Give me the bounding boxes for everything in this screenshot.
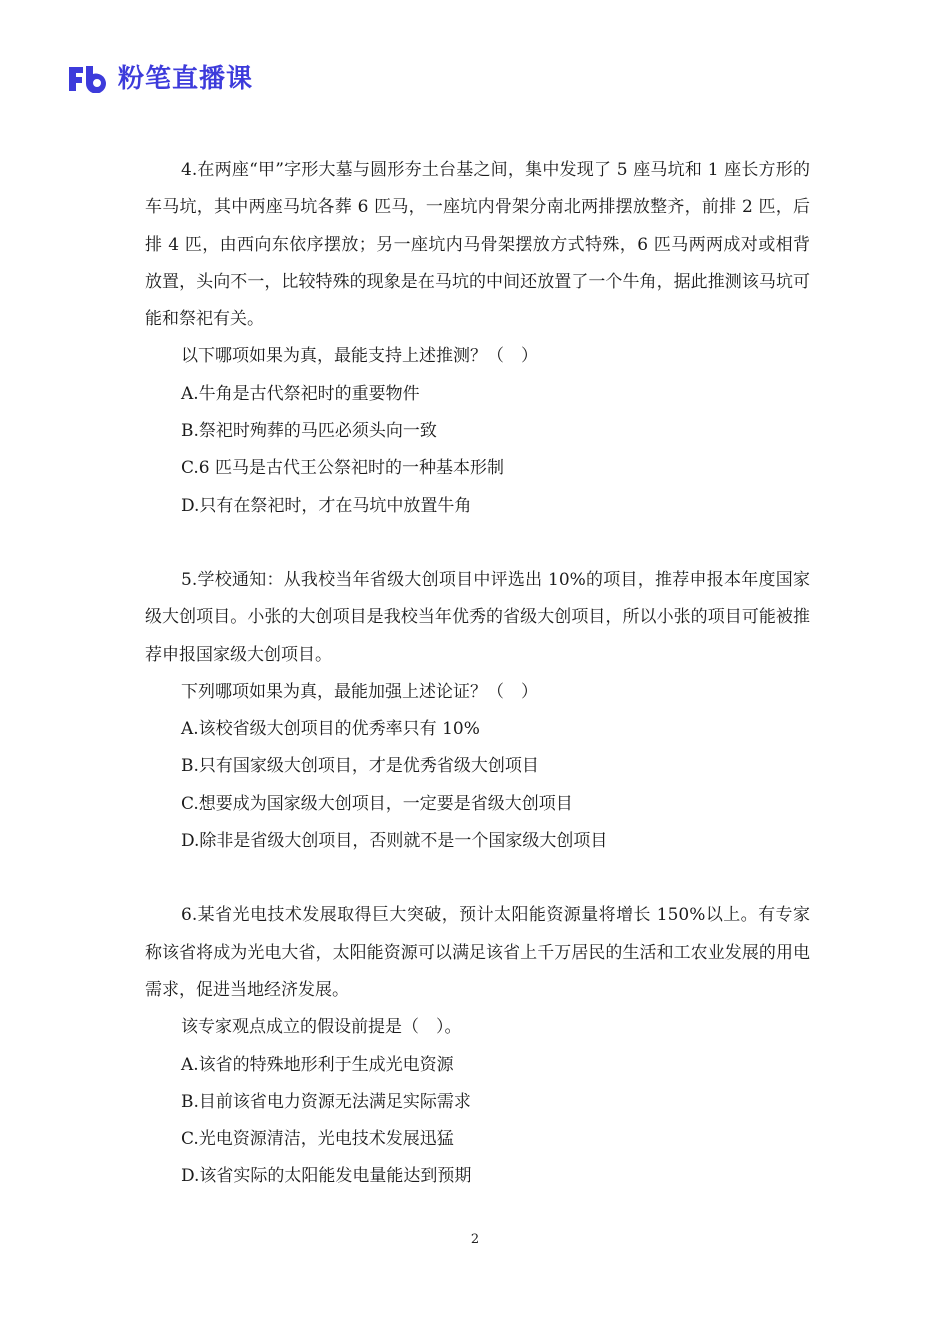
option-d: D.除非是省级大创项目，否则就不是一个国家级大创项目 [181, 831, 608, 852]
question-prompt: 下列哪项如果为真，最能加强上述论证？（ ） [181, 681, 538, 702]
question-prompt: 该专家观点成立的假设前提是（ ）。 [181, 1017, 462, 1038]
brand-name: 粉笔直播课 [118, 64, 254, 94]
document-body [145, 152, 810, 1196]
fb-logo-icon [68, 65, 112, 93]
option-c: C.6 匹马是古代王公祭祀时的一种基本形制 [181, 458, 505, 479]
spacer [145, 860, 810, 897]
option-c: C.光电资源清洁，光电技术发展迅猛 [181, 1129, 454, 1150]
question-block [145, 897, 810, 1195]
brand-logo [68, 62, 253, 96]
question-block [145, 562, 810, 860]
page-number: 2 [470, 1232, 480, 1247]
option-a: A.牛角是古代祭祀时的重要物件 [181, 383, 420, 404]
question-stem: 4.在两座“甲”字形大墓与圆形夯土台基之间，集中发现了 5 座马坑和 1 座长方形的车马坑，其中两座马坑各葬 6 匹马，一座坑内骨架分南北两排摆放整齐，前排 2 匹，后排 4 匹，由西向东依序摆放；另一座坑内马骨架摆放方式特殊，6 匹马两两成对或相背放置，头向不一，比较特殊的现象是在马坑的中间还放置了一个牛角，据此推测该马坑可能和祭祀有关。 [145, 160, 810, 330]
option-d: D.只有在祭祀时，才在马坑中放置牛角 [181, 495, 472, 516]
option-a: A.该校省级大创项目的优秀率只有 10% [181, 719, 480, 740]
question-stem: 5.学校通知：从我校当年省级大创项目中评选出 10%的项目，推荐申报本年度国家级大创项目。小张的大创项目是我校当年优秀的省级大创项目，所以小张的项目可能被推荐申报国家级大创项目。 [145, 569, 810, 665]
option-b: B.目前该省电力资源无法满足实际需求 [181, 1091, 471, 1112]
spacer [145, 525, 810, 562]
question-stem: 6.某省光电技术发展取得巨大突破，预计太阳能资源量将增长 150%以上。有专家称该省将成为光电大省，太阳能资源可以满足该省上千万居民的生活和工农业发展的用电需求，促进当地经济发展。 [145, 905, 810, 1000]
question-block [145, 152, 810, 525]
option-c: C.想要成为国家级大创项目，一定要是省级大创项目 [181, 793, 573, 814]
option-a: A.该省的特殊地形利于生成光电资源 [181, 1054, 454, 1075]
option-d: D.该省实际的太阳能发电量能达到预期 [181, 1166, 472, 1187]
question-prompt: 以下哪项如果为真，最能支持上述推测？（ ） [181, 346, 538, 367]
option-b: B.只有国家级大创项目，才是优秀省级大创项目 [181, 756, 539, 777]
option-b: B.祭祀时殉葬的马匹必须头向一致 [181, 421, 437, 442]
